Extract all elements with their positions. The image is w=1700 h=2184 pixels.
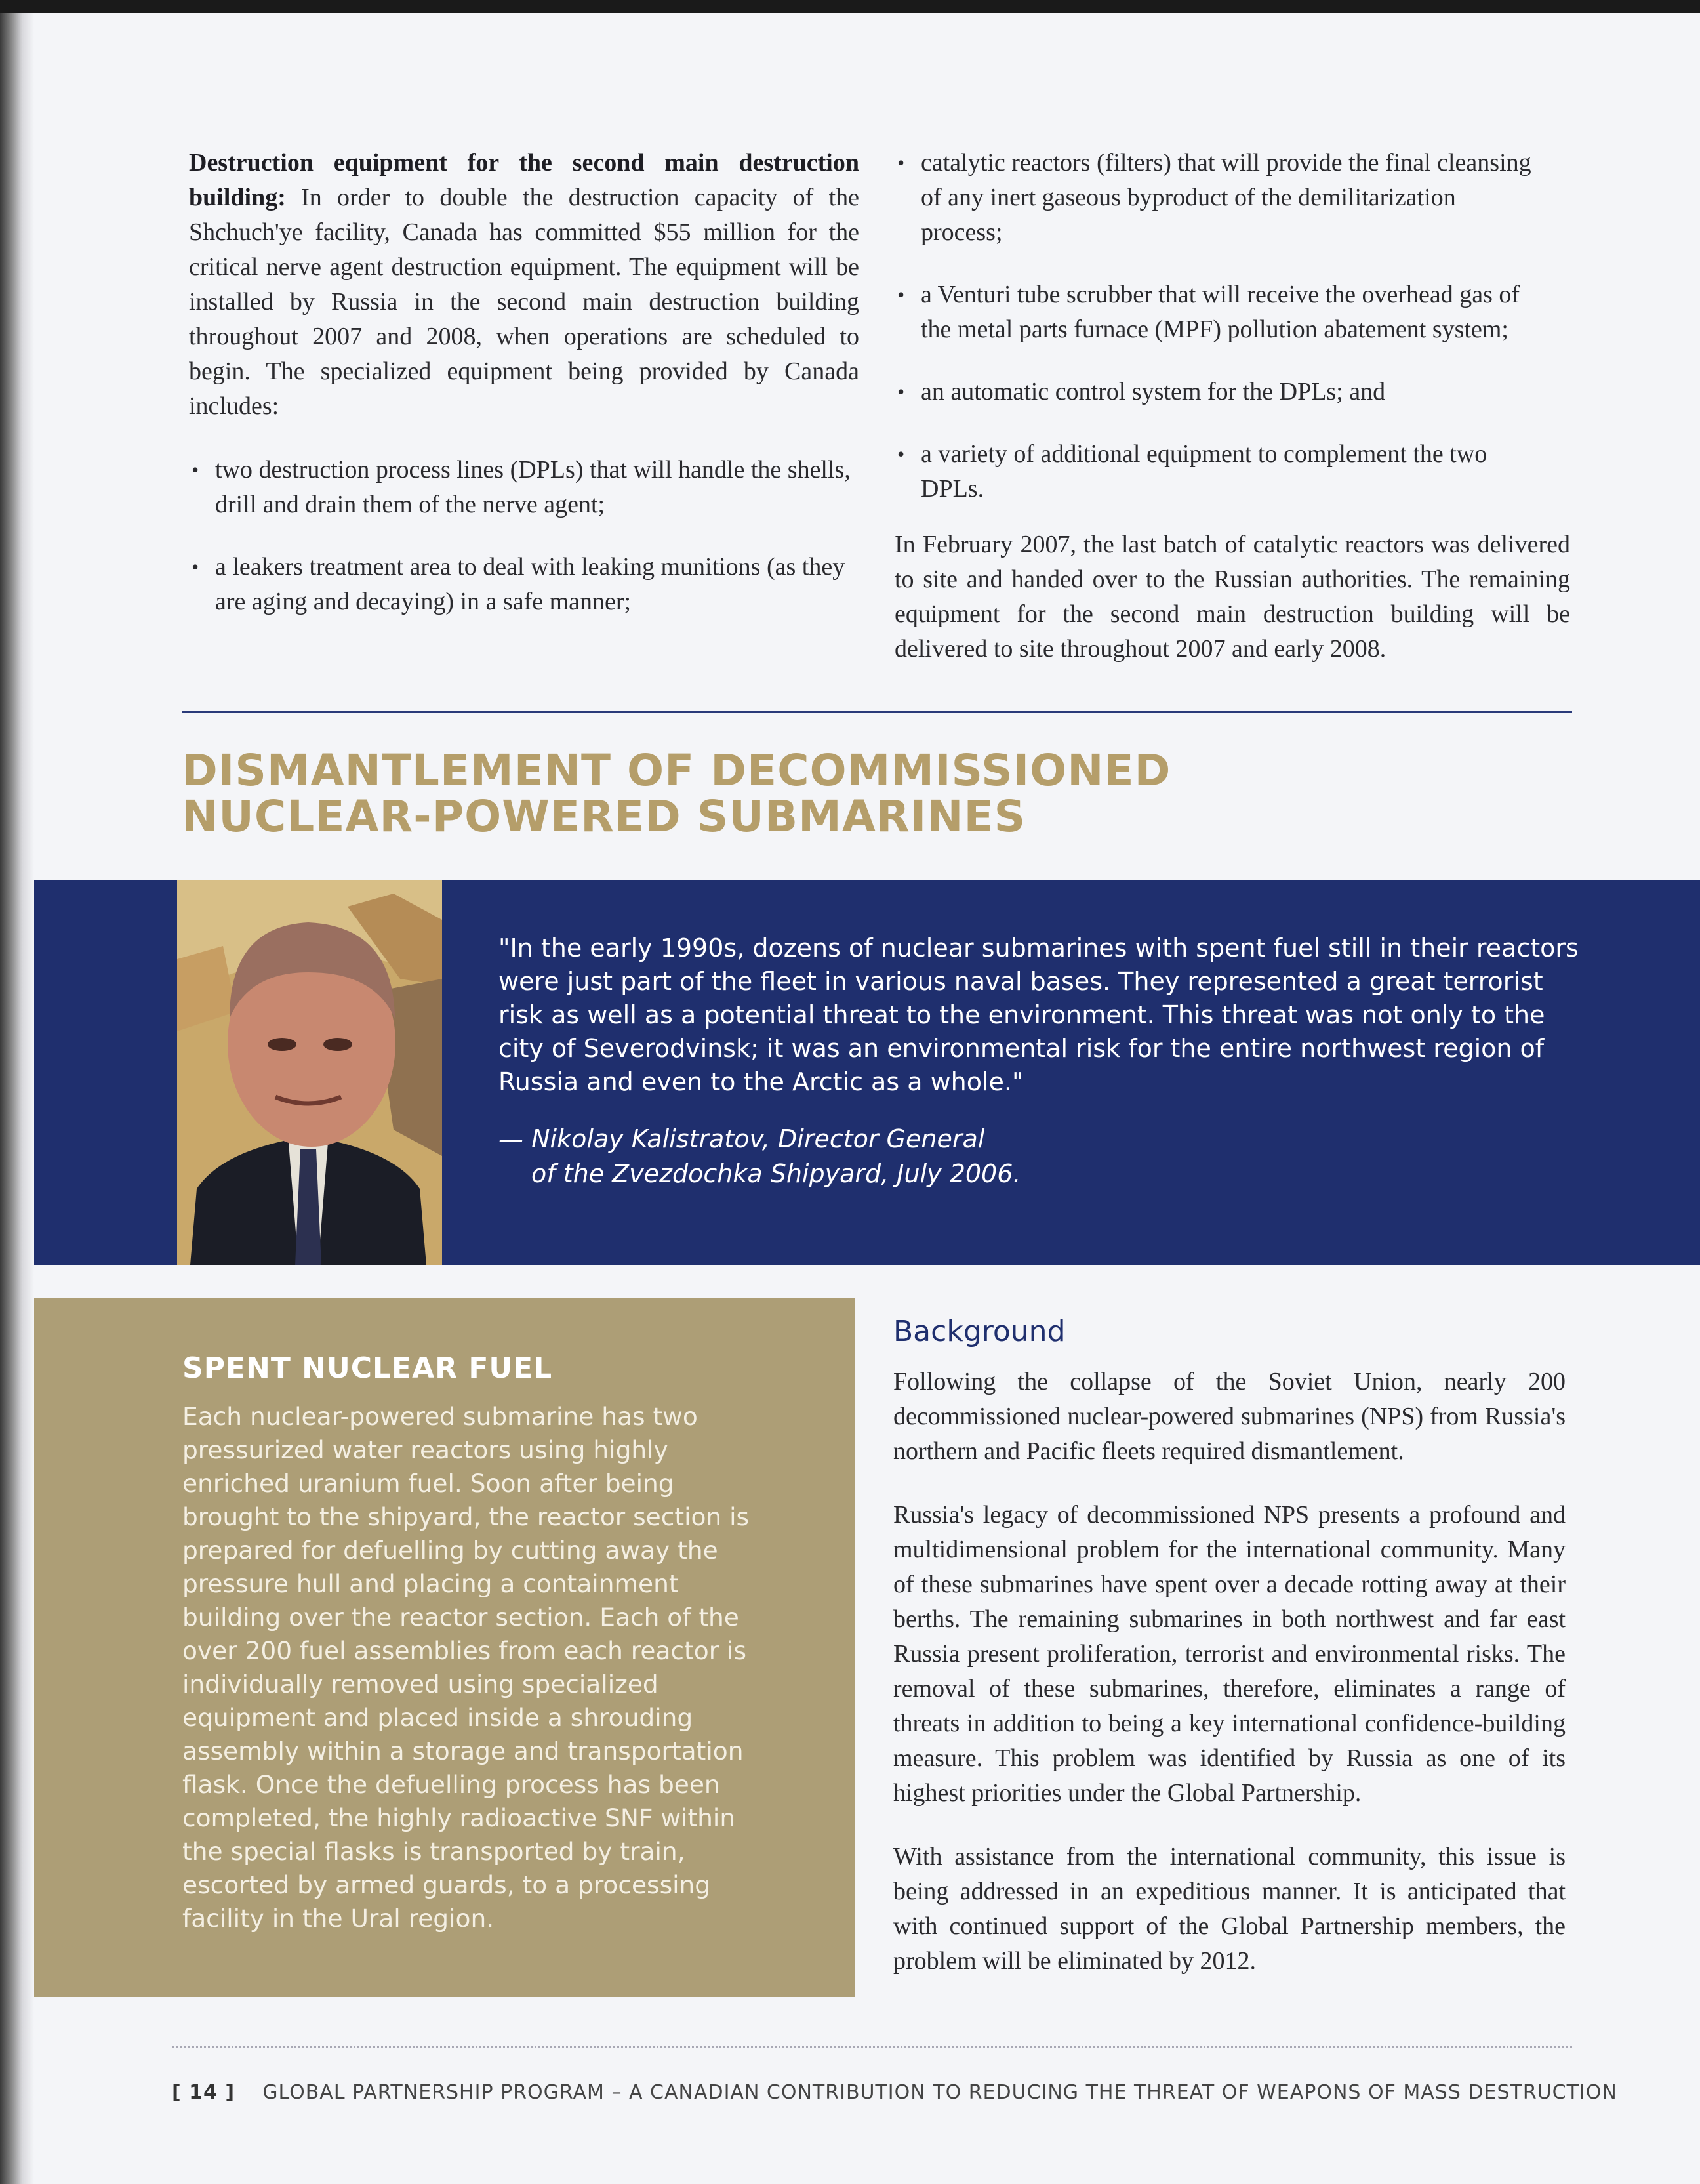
background-column: [893, 1365, 1566, 2008]
bullet-item: • two destruction process lines (DPLs) that will handle the shells, drill and drain them of the nerve agent;: [189, 453, 859, 522]
portrait-photo: [177, 880, 442, 1265]
destruction-equipment-paragraph: [189, 146, 859, 424]
attribution-line2: of the Zvezdochka Shipyard, July 2006.: [531, 1159, 1021, 1188]
background-heading: Background: [893, 1315, 1066, 1348]
bullet-item: • a leakers treatment area to deal with leaking munitions (as they are aging and decaying) in a safe manner;: [189, 550, 859, 619]
sidebar-title: SPENT NUCLEAR FUEL: [182, 1351, 553, 1385]
bullet-item: • a variety of additional equipment to complement the two DPLs.: [895, 437, 1537, 506]
bullet-item: • catalytic reactors (filters) that will provide the final cleansing of any inert gaseous byproduct of the demilitarization process;: [895, 146, 1537, 250]
right-bullet-list: [895, 146, 1537, 506]
footer-text: GLOBAL PARTNERSHIP PROGRAM – A CANADIAN CONTRIBUTION TO REDUCING THE THREAT OF WEAPONS OF MASS DESTRUCTION: [262, 2081, 1617, 2104]
section-divider: [182, 711, 1572, 713]
footer-divider: [172, 2046, 1572, 2048]
bullet-item: • an automatic control system for the DPLs; and: [895, 375, 1537, 409]
quote-attribution: [498, 1122, 1285, 1191]
page-number: [ 14 ]: [172, 2081, 235, 2104]
lead-text: In order to double the destruction capacity of the Shchuch'ye facility, Canada has committed $55 million for the critical nerve agent destruction equipment. The equipment will be installed by Russia in the second main destruction building throughout 2007 and 2008, when operations are scheduled to begin. The specialized equipment being provided by Canada includes:: [189, 184, 859, 420]
section-title: [182, 745, 1428, 842]
attribution-line1: — Nikolay Kalistratov, Director General: [498, 1124, 985, 1153]
sidebar-text: Each nuclear-powered submarine has two pressurized water reactors using highly enriched uranium fuel. Soon after being brought to the shipyard, the reactor section is prepared for defuelling by cutting away the pressure hull and placing a containment building over the reactor section. Each of the over 200 fuel assemblies from each reactor is individually removed using specialized equipment and placed inside a shrouding assembly within a storage and transportation flask. Once the defuelling process has been completed, the highly radioactive SNF within the special flasks is transported by train, escorted by armed guards, to a processing facility in the Ural region.: [182, 1402, 750, 1933]
left-column: [189, 146, 859, 647]
right-column: [895, 146, 1570, 695]
left-bullet-list: [189, 453, 859, 619]
section-title-line2: NUCLEAR-POWERED SUBMARINES: [182, 791, 1026, 842]
section-title-line1: DISMANTLEMENT OF DECOMMISSIONED: [182, 745, 1171, 796]
bullet-item: • a Venturi tube scrubber that will receive the overhead gas of the metal parts furnace (MPF) pollution abatement system;: [895, 278, 1537, 347]
background-paragraph: Russia's legacy of decommissioned NPS presents a profound and multidimensional problem for the international community. Many of these submarines have spent over a decade rotting away at their berths. The remaining submarines in both northwest and far east Russia present proliferation, terrorist and environmental risks. The removal of these submarines, therefore, eliminates a range of threats in addition to being a key international confidence-building measure. This problem was identified by Russia as one of its highest priorities under the Global Partnership.: [893, 1501, 1566, 1807]
lead-bold: Destruction equipment for the second main destruction building:: [189, 149, 859, 211]
binding-spine: [0, 13, 34, 2184]
catalytic-reactors-paragraph: In February 2007, the last batch of catalytic reactors was delivered to site and handed over to the Russian authorities. The remaining equipment for the second main destruction building will be delivered to site throughout 2007 and early 2008.: [895, 531, 1570, 663]
background-paragraph: With assistance from the international community, this issue is being addressed in an expeditious manner. It is anticipated that with continued support of the Global Partnership members, the problem will be eliminated by 2012.: [893, 1843, 1566, 1975]
background-paragraph: Following the collapse of the Soviet Union, nearly 200 decommissioned nuclear-powered submarines (NPS) from Russia's northern and Pacific fleets required dismantlement.: [893, 1368, 1566, 1465]
quote-text: "In the early 1990s, dozens of nuclear submarines with spent fuel still in their reactors were just part of the fleet in various naval bases. They represented a great terrorist risk as well as a potential threat to the environment. This threat was not only to the city of Severodvinsk; it was an environmental risk for the entire northwest region of Russia and even to the Arctic as a whole.": [498, 934, 1579, 1096]
page-footer: [172, 2081, 1617, 2104]
page-top-edge: [0, 0, 1700, 13]
